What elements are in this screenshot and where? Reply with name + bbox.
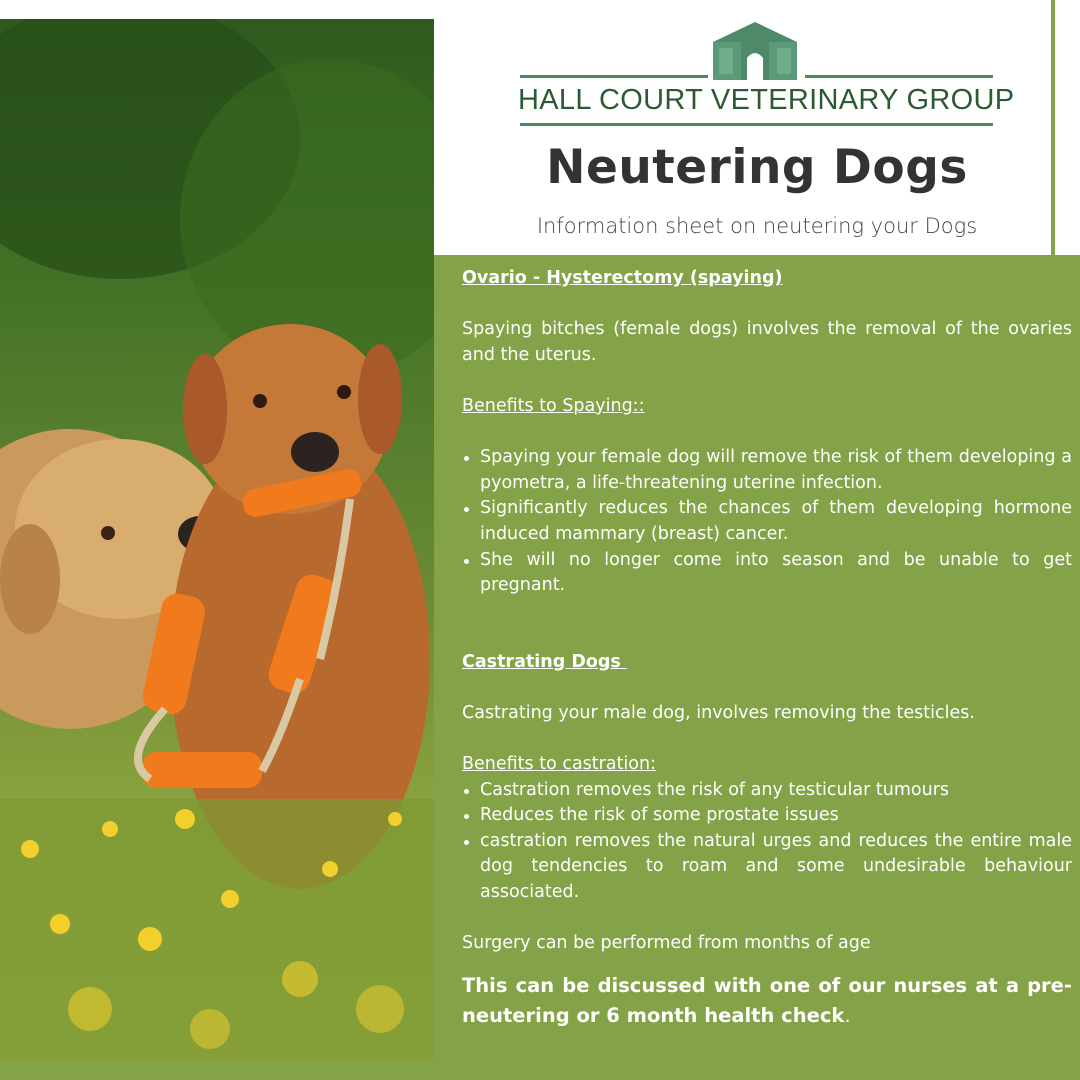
spaying-benefits-heading: Benefits to Spaying:: [462,395,645,416]
spaying-heading: Ovario - Hysterectomy (spaying) [462,268,783,288]
dogs-illustration [0,19,434,1061]
page-subtitle: Information sheet on neutering your Dogs [536,214,978,238]
list-item: Castration removes the risk of any testicular tumours [462,778,1072,804]
building-icon [711,20,799,82]
list-item: Spaying your female dog will remove the risk of them developing a pyometra, a life-threatening uterine infection. [462,445,1072,496]
closing-period: . [844,1003,851,1027]
dogs-photo [0,19,434,1061]
castration-benefits-heading: Benefits to castration: [462,754,656,775]
spaying-intro: Spaying bitches (female dogs) involves the removal of the ovaries and the uterus. [462,319,1072,365]
spaying-benefits-list [462,445,1072,599]
bottom-strip [0,1061,1080,1080]
logo-rule-right [805,75,993,78]
clinic-logo [518,20,1015,130]
list-item: castration removes the natural urges and reduces the entire male dog tendencies to roam and some undesirable behaviour associated. [462,829,1072,906]
castration-heading: Castrating Dogs [462,651,627,672]
logo-wordmark: HALL COURT VETERINARY GROUP [518,84,1015,116]
content-body [462,266,1072,1031]
surgery-note: Surgery can be performed from months of age [462,933,871,954]
logo-rule-bottom [520,123,993,126]
closing-text: This can be discussed with one of our nurses at a pre-neutering or 6 month health check [462,973,1072,1027]
castration-intro: Castrating your male dog, involves removing the testicles. [462,702,975,723]
list-item: Reduces the risk of some prostate issues [462,803,1072,829]
castration-benefits-list [462,778,1072,906]
closing-note [462,971,1072,1031]
page-title: Neutering Dogs [546,140,968,195]
logo-rule-left [520,75,708,78]
list-item: She will no longer come into season and be unable to get pregnant. [462,548,1072,599]
list-item: Significantly reduces the chances of them developing hormone induced mammary (breast) cancer. [462,496,1072,547]
